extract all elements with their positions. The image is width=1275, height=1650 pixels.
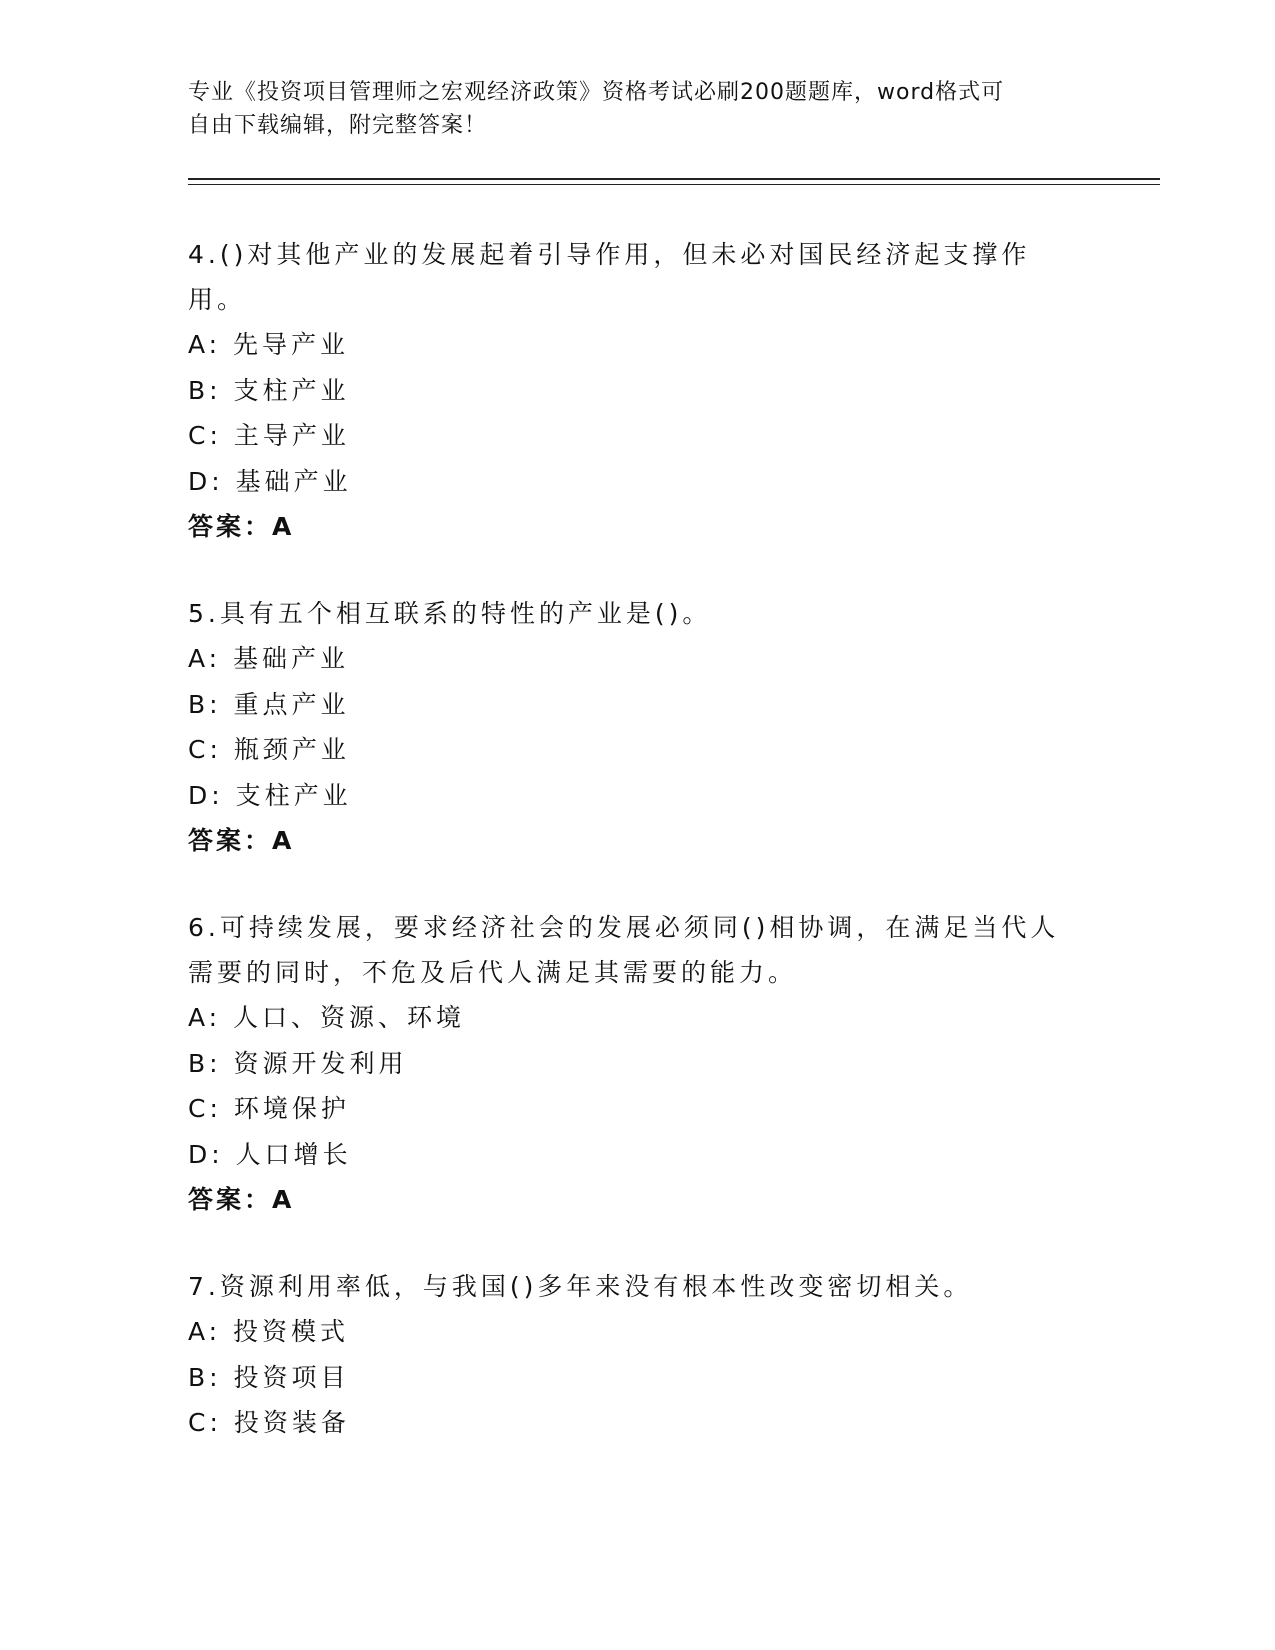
option-c: C: 投资装备 bbox=[188, 1408, 350, 1437]
header-divider-top bbox=[188, 178, 1160, 180]
option-c: C: 瓶颈产业 bbox=[188, 735, 350, 764]
document-header bbox=[188, 76, 1088, 142]
question-stem: 6.可持续发展，要求经济社会的发展必须同()相协调，在满足当代人需要的同时，不危及后代人满足其需要的能力。 bbox=[188, 913, 1060, 987]
answer: 答案：A bbox=[188, 1185, 295, 1214]
question-5 bbox=[188, 591, 1088, 863]
answer: 答案：A bbox=[188, 826, 295, 855]
header-divider-bottom bbox=[188, 184, 1160, 185]
question-stem: 7.资源利用率低，与我国()多年来没有根本性改变密切相关。 bbox=[188, 1272, 973, 1301]
question-stem: 4.()对其他产业的发展起着引导作用，但未必对国民经济起支撑作用。 bbox=[188, 240, 1031, 314]
question-stem: 5.具有五个相互联系的特性的产业是()。 bbox=[188, 599, 712, 628]
option-c: C: 主导产业 bbox=[188, 421, 350, 450]
option-b: B: 重点产业 bbox=[188, 689, 350, 719]
option-a: A: 先导产业 bbox=[188, 330, 350, 359]
question-7 bbox=[188, 1264, 1088, 1446]
answer: 答案：A bbox=[188, 512, 295, 541]
header-title-line-2: 自由下载编辑，附完整答案！ bbox=[188, 113, 488, 138]
option-d: D: 基础产业 bbox=[188, 466, 352, 496]
option-b: B: 支柱产业 bbox=[188, 375, 350, 405]
option-c: C: 环境保护 bbox=[188, 1094, 350, 1123]
option-b: B: 投资项目 bbox=[188, 1362, 350, 1392]
header-title-line-1: 专业《投资项目管理师之宏观经济政策》资格考试必刷200题题库，word格式可 bbox=[188, 80, 1005, 105]
question-6 bbox=[188, 905, 1088, 1222]
option-d: D: 人口增长 bbox=[188, 1139, 352, 1169]
option-b: B: 资源开发利用 bbox=[188, 1048, 408, 1078]
option-d: D: 支柱产业 bbox=[188, 780, 352, 810]
question-list bbox=[188, 232, 1088, 1488]
option-a: A: 人口、资源、环境 bbox=[188, 1003, 466, 1032]
option-a: A: 基础产业 bbox=[188, 644, 350, 673]
option-a: A: 投资模式 bbox=[188, 1317, 350, 1346]
question-4 bbox=[188, 232, 1088, 549]
